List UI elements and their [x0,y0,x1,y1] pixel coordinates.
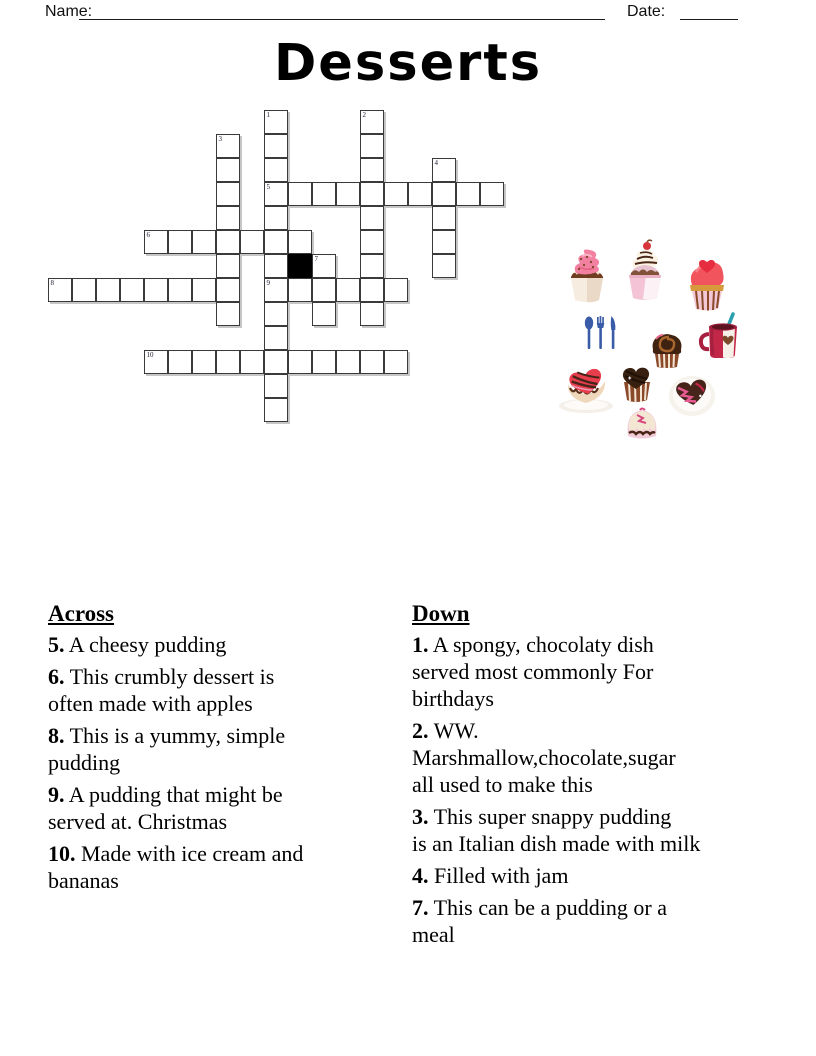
across-clues-section [48,601,393,899]
grid-cell[interactable] [312,254,336,278]
grid-cell[interactable] [240,350,264,374]
cell-number: 3 [218,135,222,143]
grid-cell[interactable] [288,182,312,206]
grid-cell[interactable] [144,278,168,302]
grid-cell[interactable] [432,254,456,278]
page-title: Desserts [273,34,543,93]
grid-cell[interactable] [360,182,384,206]
grid-cell[interactable] [288,230,312,254]
grid-cell[interactable] [144,230,168,254]
grid-cell[interactable] [264,110,288,134]
heart-cookie-plated-icon [667,372,717,417]
grid-cell[interactable] [168,230,192,254]
grid-cell[interactable] [336,182,360,206]
cupcake-heart-icon [684,254,730,312]
cell-number: 4 [434,159,438,167]
grid-cell[interactable] [192,350,216,374]
grid-cell[interactable] [360,230,384,254]
clue-across-9: 9. A pudding that might be served at. Christmas [48,782,283,834]
grid-cell[interactable] [264,398,288,422]
grid-cell[interactable] [120,278,144,302]
grid-cell[interactable] [264,374,288,398]
grid-cell[interactable] [384,182,408,206]
grid-cell[interactable] [408,182,432,206]
grid-cell[interactable] [48,278,72,302]
grid-cell[interactable] [360,206,384,230]
grid-cell[interactable] [264,326,288,350]
grid-cell[interactable] [264,278,288,302]
grid-cell[interactable] [264,254,288,278]
grid-cell[interactable] [288,350,312,374]
date-label: Date: [627,3,666,20]
down-heading: Down [412,601,470,626]
grid-cell[interactable] [216,134,240,158]
clue-down-7: 7. This can be a pudding or a meal [412,895,667,947]
cell-number: 6 [146,231,150,239]
grid-cell[interactable] [192,278,216,302]
blocked-cell [288,254,312,278]
grid-cell[interactable] [432,206,456,230]
heart-cake-plated-icon [557,366,615,414]
clue-down-4: 4. Filled with jam [412,863,569,888]
grid-cell[interactable] [216,302,240,326]
grid-cell[interactable] [360,110,384,134]
dome-pudding-icon [619,402,665,442]
grid-cell[interactable] [384,350,408,374]
grid-cell[interactable] [216,254,240,278]
grid-cell[interactable] [288,278,312,302]
grid-cell[interactable] [72,278,96,302]
grid-cell[interactable] [264,350,288,374]
grid-cell[interactable] [432,158,456,182]
grid-cell[interactable] [264,230,288,254]
grid-cell[interactable] [312,182,336,206]
grid-cell[interactable] [264,182,288,206]
grid-cell[interactable] [96,278,120,302]
across-heading: Across [48,601,115,626]
grid-cell[interactable] [216,206,240,230]
grid-cell[interactable] [480,182,504,206]
heart-chocolate-cake-icon [615,363,657,407]
grid-cell[interactable] [264,134,288,158]
grid-cell[interactable] [360,302,384,326]
grid-cell[interactable] [360,254,384,278]
clue-down-1: 1. A spongy, chocolaty dish served most commonly For birthdays [412,632,654,711]
grid-cell[interactable] [144,350,168,374]
cell-number: 5 [266,183,270,191]
grid-cell[interactable] [336,278,360,302]
grid-cell[interactable] [168,278,192,302]
down-clues-section [412,601,794,953]
grid-cell[interactable] [216,278,240,302]
grid-cell[interactable] [192,230,216,254]
clue-across-8: 8. This is a yummy, simple pudding [48,723,286,775]
grid-cell[interactable] [312,302,336,326]
cell-number: 1 [266,111,270,119]
grid-cell[interactable] [384,278,408,302]
grid-cell[interactable] [360,134,384,158]
clue-across-5: 5. A cheesy pudding [48,632,227,657]
cocoa-mug-icon [696,312,744,362]
cell-number: 8 [50,279,54,287]
grid-cell[interactable] [360,278,384,302]
clue-across-6: 6. This crumbly dessert is often made with apples [48,664,275,716]
cell-number: 10 [146,351,154,359]
grid-cell[interactable] [264,302,288,326]
grid-cell[interactable] [216,158,240,182]
cupcake-cherry-icon [619,239,671,301]
cell-number: 2 [362,111,366,119]
clue-down-3: 3. This super snappy pudding is an Italian dish made with milk [412,804,701,856]
grid-cell[interactable] [456,182,480,206]
grid-cell[interactable] [312,350,336,374]
cell-number: 9 [266,279,270,287]
grid-cell[interactable] [216,350,240,374]
cupcake-pink-swirl-icon [562,244,612,304]
name-label: Name: [45,3,93,20]
clue-down-2: 2. WW. Marshmallow,chocolate,sugar all used to make this [412,718,676,797]
grid-cell[interactable] [432,182,456,206]
grid-cell[interactable] [360,350,384,374]
grid-cell[interactable] [168,350,192,374]
grid-cell[interactable] [264,158,288,182]
grid-cell[interactable] [216,230,240,254]
down-clues [412,631,794,948]
cell-number: 7 [314,255,318,263]
grid-cell[interactable] [336,350,360,374]
across-clues [48,631,393,894]
grid-cell[interactable] [360,158,384,182]
grid-cell[interactable] [264,206,288,230]
grid-cell[interactable] [240,230,264,254]
grid-cell[interactable] [312,278,336,302]
clue-across-10: 10. Made with ice cream and bananas [48,841,304,893]
cutlery-icon [582,314,618,352]
grid-cell[interactable] [216,182,240,206]
grid-cell[interactable] [432,230,456,254]
